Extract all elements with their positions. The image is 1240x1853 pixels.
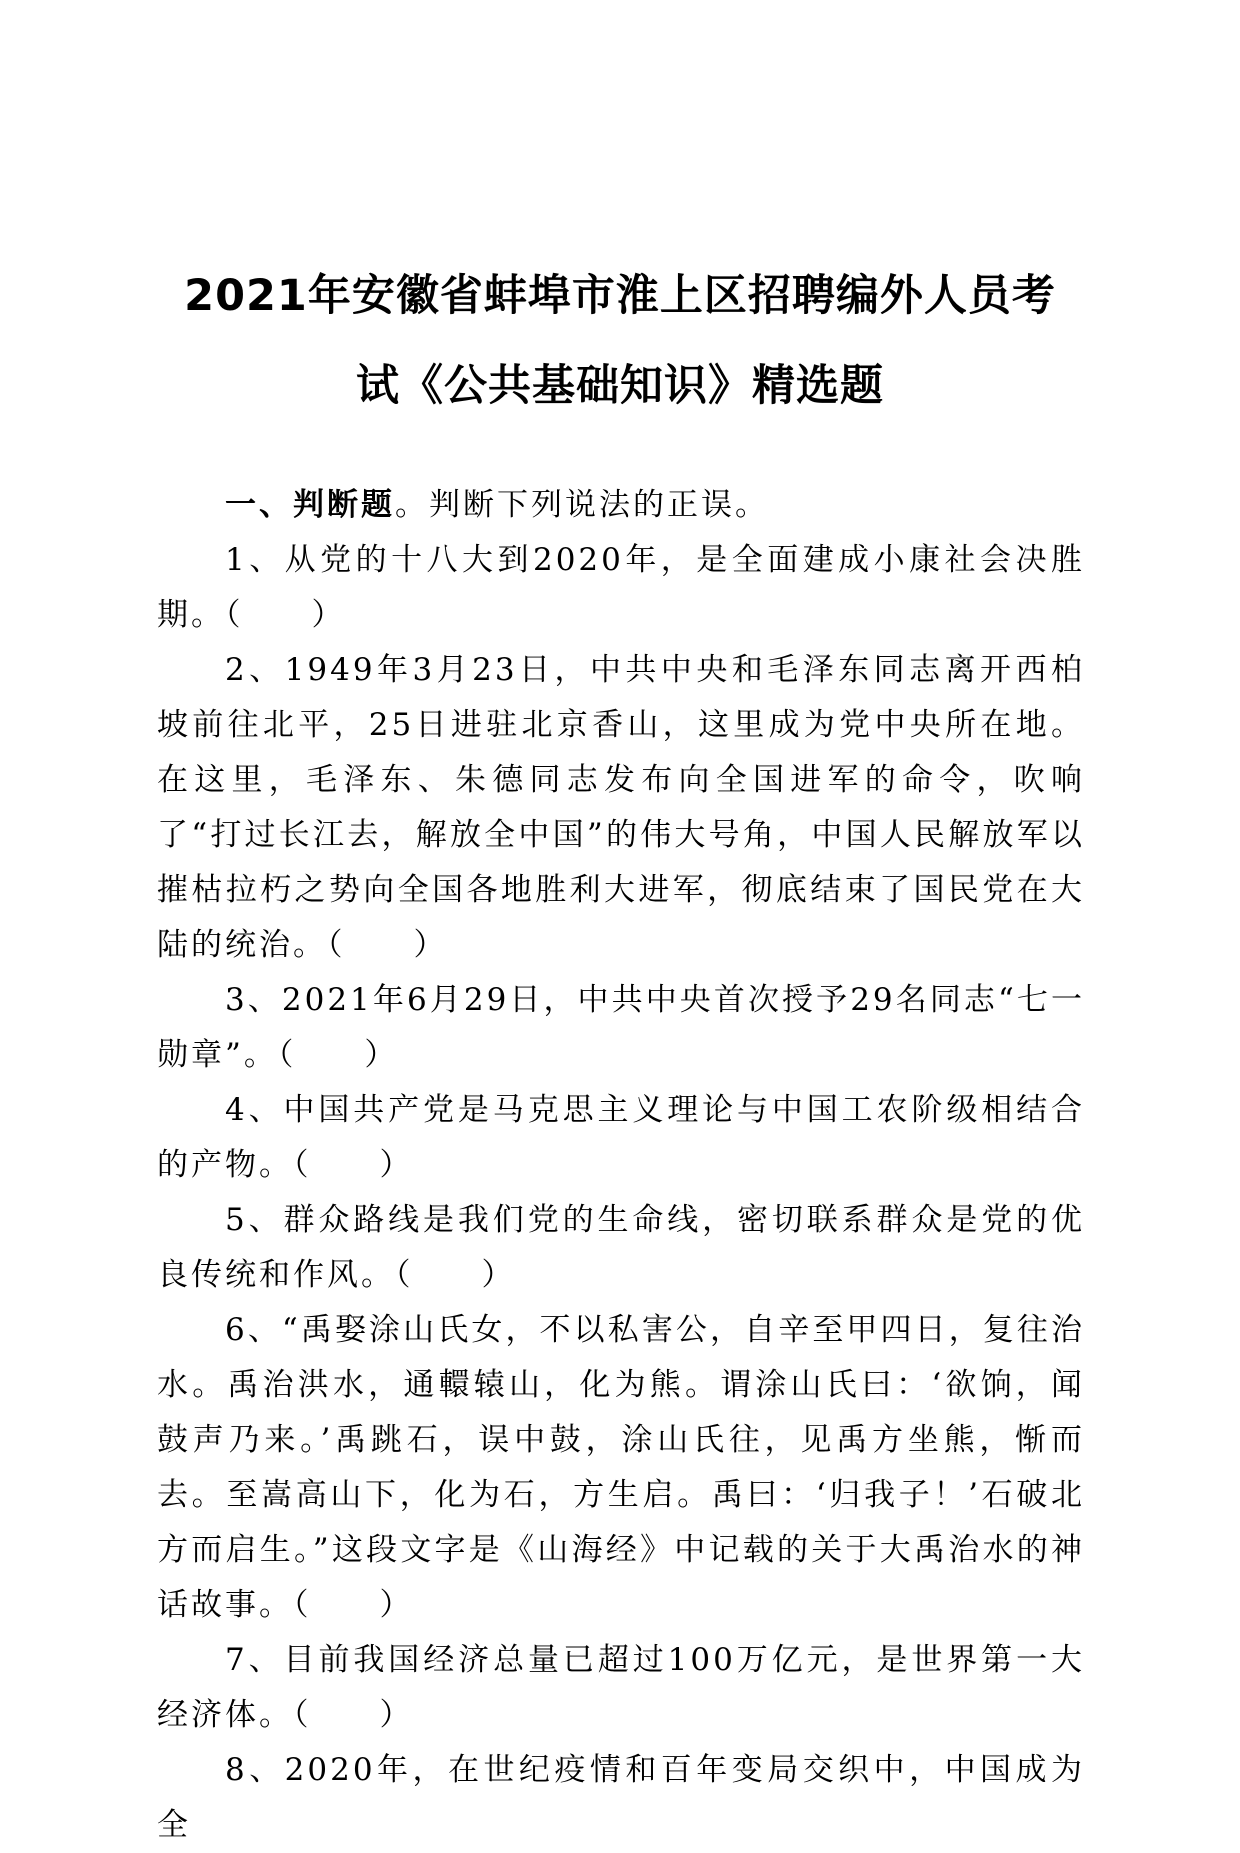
question-4: 4、中国共产党是马克思主义理论与中国工农阶级相结合的产物。（ ） bbox=[157, 1092, 1085, 1183]
question-7: 7、目前我国经济总量已超过100万亿元，是世界第一大经济体。（ ） bbox=[157, 1642, 1085, 1733]
question-6: 6、“禹娶涂山氏女，不以私害公，自辛至甲四日，复往治水。禹治洪水，通轘辕山，化为熊。谓涂山氏曰：‘欲饷，闻鼓声乃来。’禹跳石，误中鼓，涂山氏往，见禹方坐熊，惭而去。至嵩高山下，化为石，方生启。禹曰：‘归我子！’石破北方而启生。”这段文字是《山海经》中记载的关于大禹治水的神话故事。（ ） bbox=[157, 1312, 1085, 1623]
document-body bbox=[157, 478, 1085, 1853]
section-heading bbox=[157, 478, 1085, 533]
question-1: 1、从党的十八大到2020年，是全面建成小康社会决胜期。（ ） bbox=[157, 542, 1085, 633]
question-2: 2、1949年3月23日，中共中央和毛泽东同志离开西柏坡前往北平，25日进驻北京香山，这里成为党中央所在地。在这里，毛泽东、朱德同志发布向全国进军的命令，吹响了“打过长江去，解放全中国”的伟大号角，中国人民解放军以摧枯拉朽之势向全国各地胜利大进军，彻底结束了国民党在大陆的统治。（ ） bbox=[157, 652, 1085, 963]
section-instruction: 。判断下列说法的正误。 bbox=[395, 487, 769, 523]
section-heading-label: 一、判断题 bbox=[225, 487, 395, 523]
question-8: 8、2020年，在世纪疫情和百年变局交织中，中国成为全 bbox=[157, 1752, 1085, 1843]
question-5: 5、群众路线是我们党的生命线，密切联系群众是党的优良传统和作风。（ ） bbox=[157, 1202, 1085, 1293]
document-title-line-1: 2021年安徽省蚌埠市淮上区招聘编外人员考 bbox=[184, 271, 1056, 321]
question-3: 3、2021年6月29日，中共中央首次授予29名同志“七一勋章”。（ ） bbox=[157, 982, 1085, 1073]
document-title-line-2: 试《公共基础知识》精选题 bbox=[356, 361, 884, 411]
